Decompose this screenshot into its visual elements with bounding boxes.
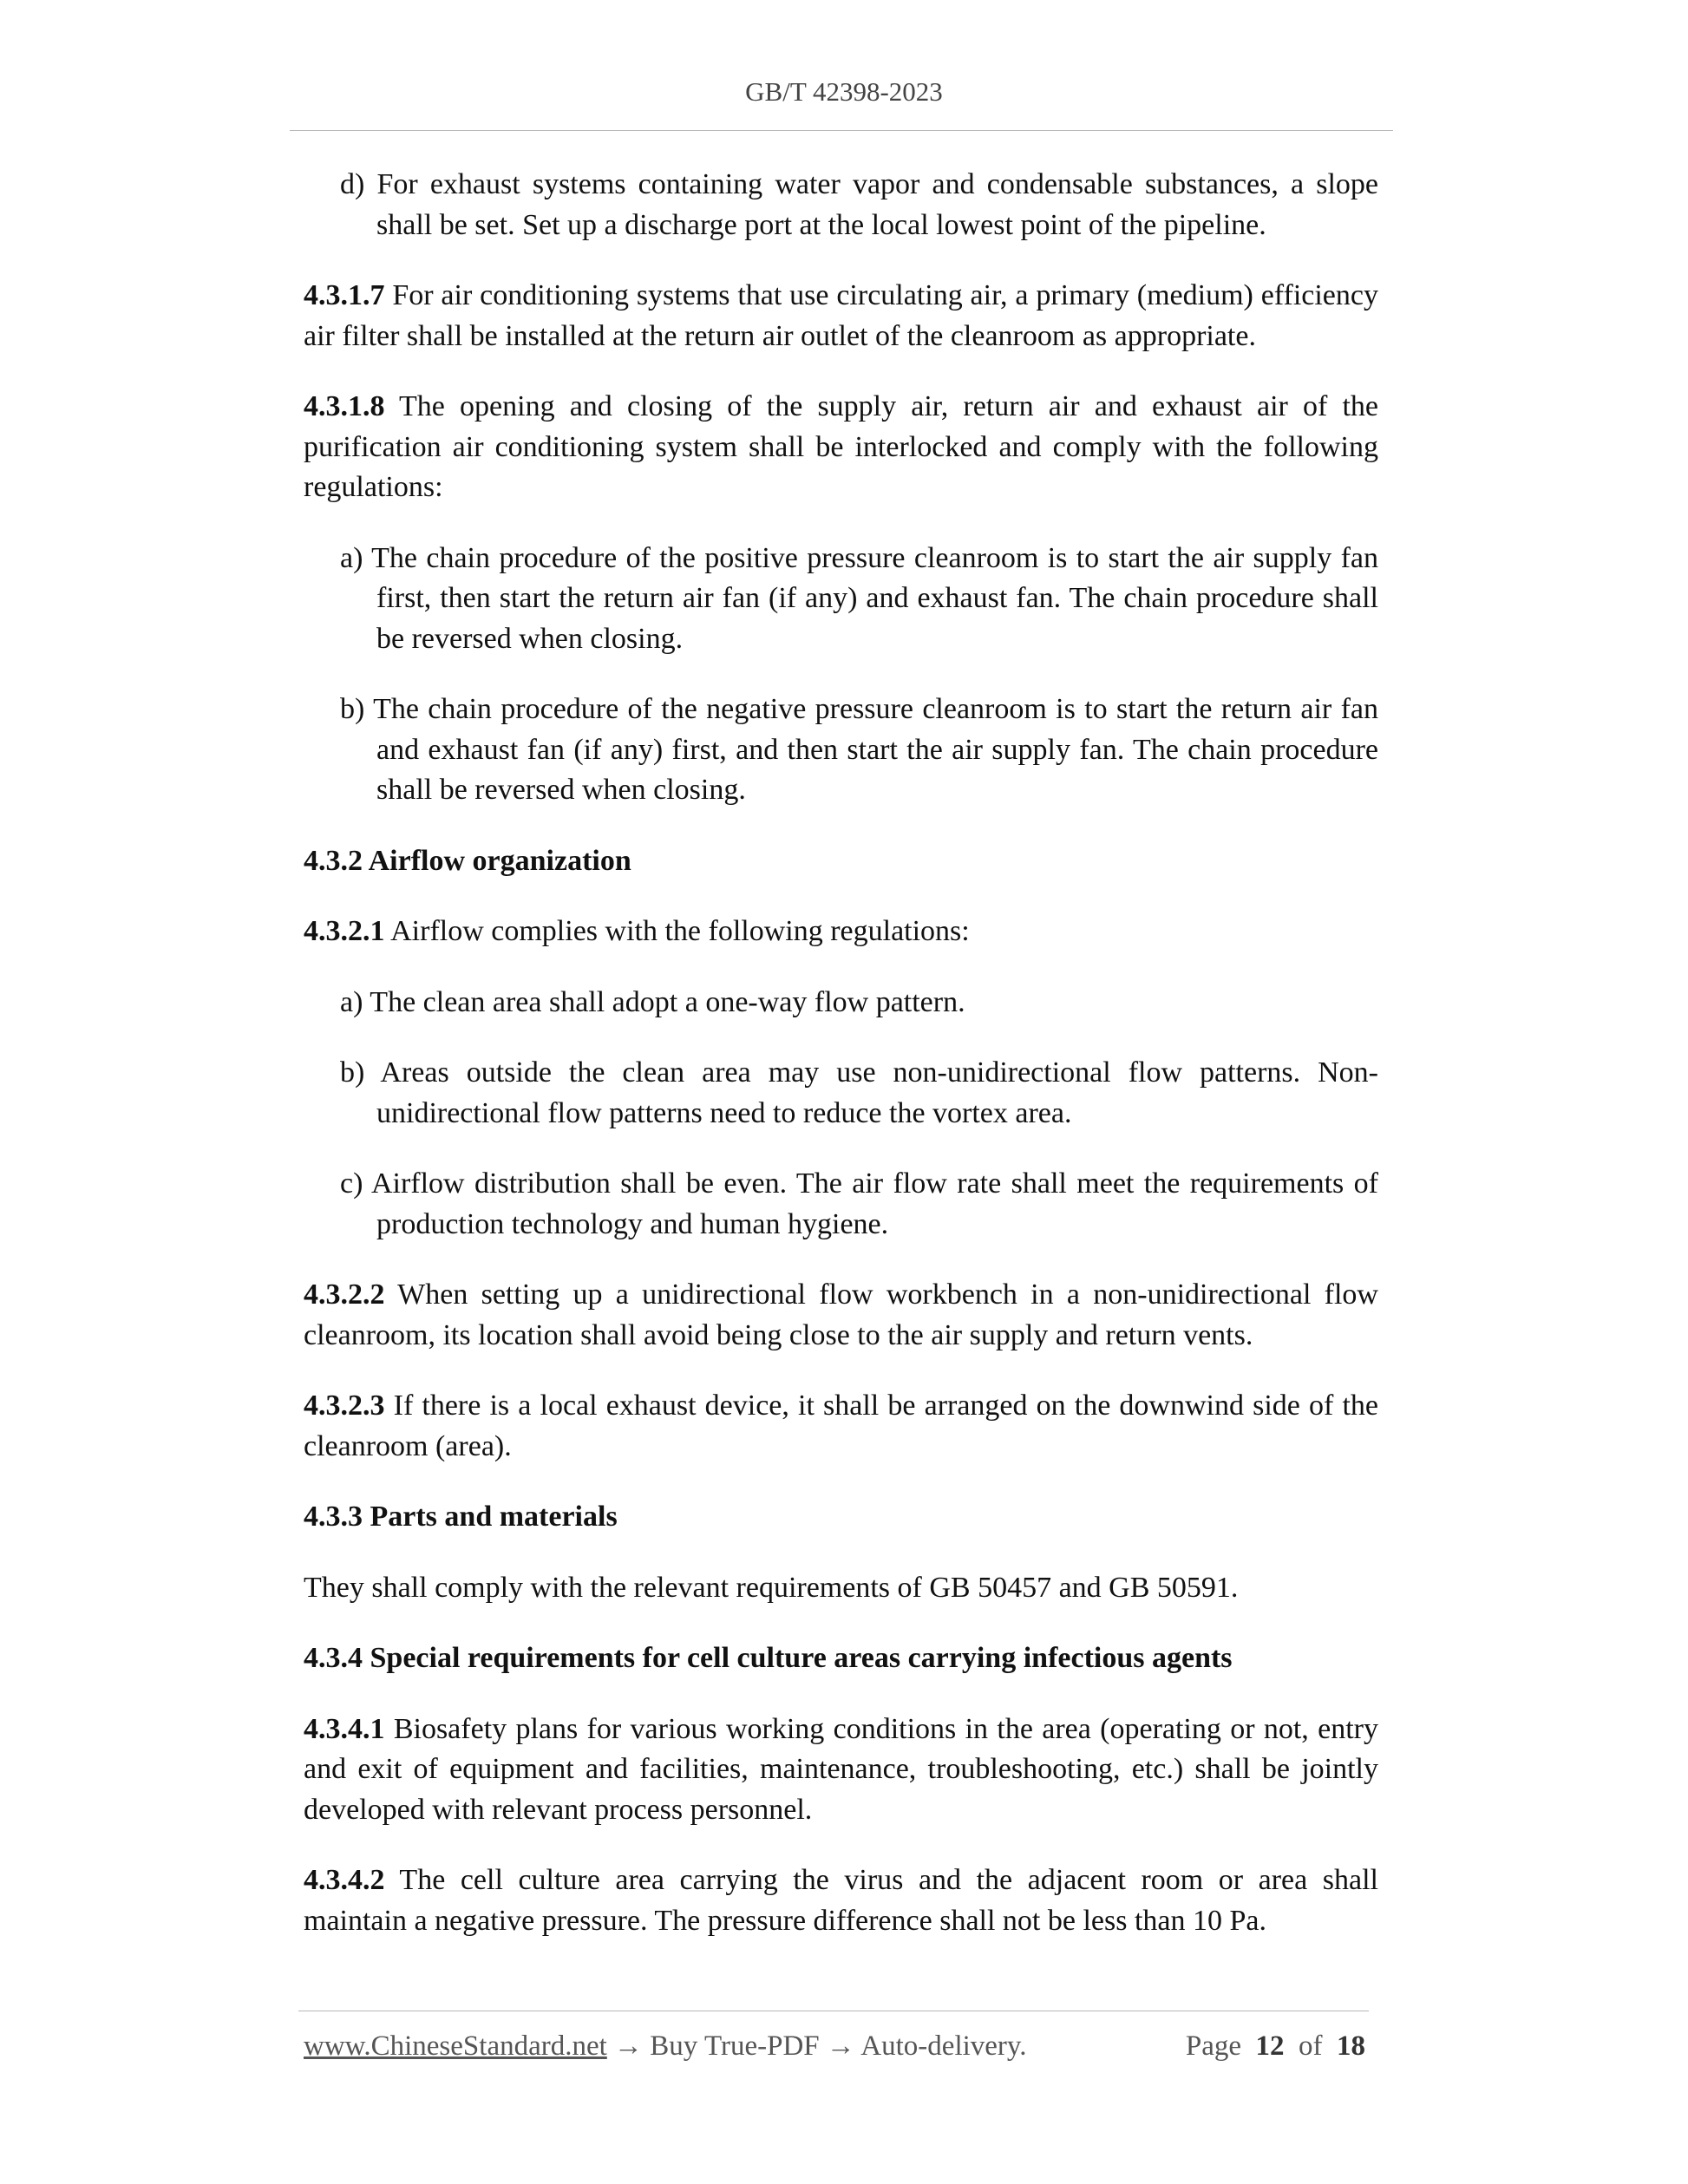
clause-number: 4.3.4.1 bbox=[304, 1712, 385, 1745]
document-header: GB/T 42398-2023 bbox=[745, 76, 943, 107]
of-word: of bbox=[1299, 2030, 1323, 2062]
total-pages-number: 18 bbox=[1337, 2030, 1365, 2062]
list-item-d bbox=[340, 165, 1378, 245]
clause-number: 4.3.1.8 bbox=[304, 390, 385, 422]
current-page-number: 12 bbox=[1255, 2030, 1285, 2062]
section-heading-4-3-4: 4.3.4 Special requirements for cell culture areas carrying infectious agents bbox=[304, 1642, 1233, 1674]
clause-number: 4.3.2.3 bbox=[304, 1390, 385, 1422]
clause-4-3-2-2 bbox=[304, 1275, 1378, 1356]
list-item-text: c) Airflow distribution shall be even. The air flow rate shall meet the requirements of production technology and human hygiene. bbox=[340, 1167, 1378, 1240]
list-item-a bbox=[340, 539, 1378, 660]
clause-number: 4.3.2.2 bbox=[304, 1278, 385, 1311]
clause-number: 4.3.1.7 bbox=[304, 279, 385, 311]
promo-text: → Buy True-PDF → Auto-delivery. bbox=[606, 2030, 1027, 2062]
clause-text: Airflow complies with the following regulations: bbox=[384, 915, 970, 947]
clause-text: The cell culture area carrying the virus and the adjacent room or area shall maintain a negative pressure. The pressure difference shall not be less than 10 Pa. bbox=[304, 1864, 1378, 1937]
section-heading-4-3-2: 4.3.2 Airflow organization bbox=[304, 844, 631, 877]
list-item-a bbox=[340, 983, 1378, 1023]
page-footer bbox=[304, 2030, 1365, 2063]
list-item-b bbox=[340, 690, 1378, 811]
paragraph-parts-materials: They shall comply with the relevant requirements of GB 50457 and GB 50591. bbox=[304, 1571, 1239, 1604]
list-item-b bbox=[340, 1053, 1378, 1134]
header-divider bbox=[290, 130, 1393, 131]
section-heading-4-3-3: 4.3.3 Parts and materials bbox=[304, 1501, 618, 1533]
clause-text: For air conditioning systems that use circulating air, a primary (medium) efficiency air filter shall be installed at the return air outlet of the cleanroom as appropriate. bbox=[304, 279, 1378, 352]
clause-text: If there is a local exhaust device, it shall be arranged on the downwind side of the cleanroom (area). bbox=[304, 1390, 1378, 1462]
page-counter bbox=[1186, 2030, 1365, 2063]
clause-4-3-2-1 bbox=[304, 912, 1378, 952]
page-body bbox=[304, 165, 1378, 1971]
clause-text: Biosafety plans for various working conditions in the area (operating or not, entry and exit of equipment and facilities, maintenance, troubleshooting, etc.) shall be jointly developed with relevant process personnel. bbox=[304, 1712, 1378, 1826]
page-word: Page bbox=[1185, 2030, 1241, 2062]
list-item-text: b) The chain procedure of the negative pressure cleanroom is to start the return air fan and exhaust fan (if any) first, and then start the air supply fan. The chain procedure shall be reversed when closing. bbox=[340, 693, 1378, 806]
clause-4-3-4-2 bbox=[304, 1860, 1378, 1941]
clause-4-3-1-8 bbox=[304, 387, 1378, 508]
clause-number: 4.3.4.2 bbox=[304, 1864, 385, 1896]
clause-text: When setting up a unidirectional flow workbench in a non-unidirectional flow cleanroom, its location shall avoid being close to the air supply and return vents. bbox=[304, 1278, 1378, 1351]
clause-number: 4.3.2.1 bbox=[304, 915, 385, 947]
clause-4-3-2-3 bbox=[304, 1386, 1378, 1467]
list-item-text: d) For exhaust systems containing water vapor and condensable substances, a slope shall be set. Set up a discharge port at the local lowest point of the pipeline. bbox=[340, 168, 1378, 241]
clause-text: The opening and closing of the supply air, return air and exhaust air of the purification air conditioning system shall be interlocked and comply with the following regulations: bbox=[304, 390, 1378, 503]
footer-promo bbox=[304, 2030, 1027, 2062]
clause-4-3-1-7 bbox=[304, 276, 1378, 356]
list-item-text: a) The clean area shall adopt a one-way flow pattern. bbox=[340, 985, 965, 1018]
site-link[interactable]: www.ChineseStandard.net bbox=[304, 2030, 607, 2062]
clause-4-3-4-1 bbox=[304, 1710, 1378, 1831]
list-item-text: b) Areas outside the clean area may use non-unidirectional flow patterns. Non-unidirectional flow patterns need to reduce the vortex area. bbox=[340, 1056, 1378, 1129]
list-item-text: a) The chain procedure of the positive pressure cleanroom is to start the air supply fan first, then start the return air fan (if any) and exhaust fan. The chain procedure shall be reversed when closing. bbox=[340, 541, 1378, 655]
list-item-c bbox=[340, 1164, 1378, 1245]
